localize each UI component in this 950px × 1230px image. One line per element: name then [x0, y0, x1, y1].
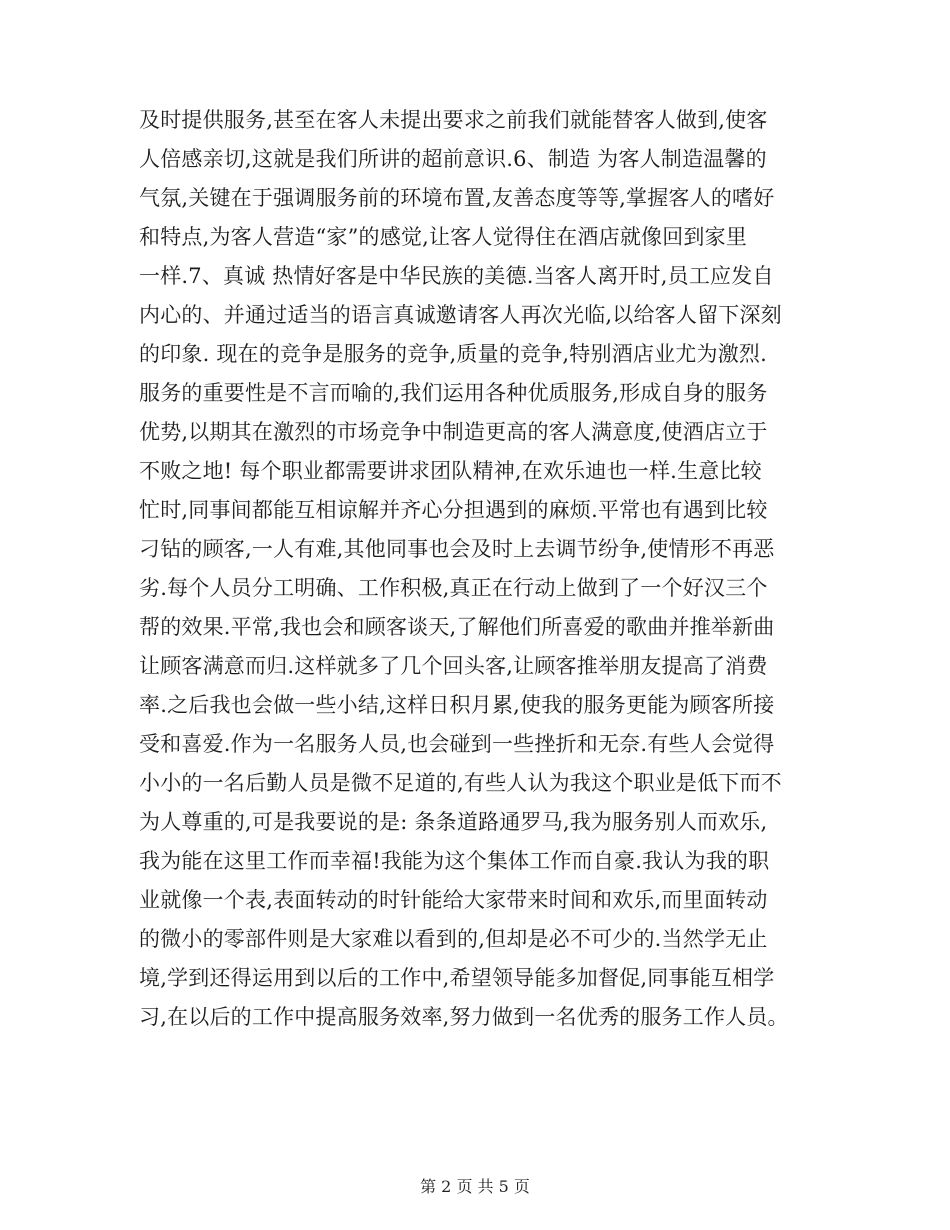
text-line: 刁钻的顾客,一人有难,其他同事也会及时上去调节纷争,使情形不再恶: [139, 537, 775, 561]
text-line: 内心的、并通过适当的语言真诚邀请客人再次光临,以给客人留下深刻: [139, 303, 782, 327]
text-line: 我为能在这里工作而幸福!我能为这个集体工作而自豪.我认为我的职: [139, 849, 770, 873]
page-number-footer: 第 2 页 共 5 页: [420, 1177, 530, 1196]
text-line: 服务的重要性是不言而喻的,我们运用各种优质服务,形成自身的服务: [139, 381, 768, 405]
text-line: 及时提供服务,甚至在客人未提出要求之前我们就能替客人做到,使客: [139, 108, 768, 132]
text-line: 的微小的零部件则是大家难以看到的,但却是必不可少的.当然学无止: [139, 927, 768, 951]
text-line: 帮的效果.平常,我也会和顾客谈天,了解他们所喜爱的歌曲并推举新曲: [139, 615, 775, 639]
body-text: [139, 101, 819, 1037]
text-line: 让顾客满意而归.这样就多了几个回头客,让顾客推举朋友提高了消费: [139, 654, 768, 678]
text-line: 率.之后我也会做一些小结,这样日积月累,使我的服务更能为顾客所接: [139, 693, 775, 717]
text-line: 劣.每个人员分工明确、工作积极,真正在行动上做到了一个好汉三个: [139, 576, 768, 600]
text-line: 优势,以期其在激烈的市场竞争中制造更高的客人满意度,使酒店立于: [139, 420, 768, 444]
text-line: 气氛,关键在于强调服务前的环境布置,友善态度等等,掌握客人的嗜好: [139, 186, 775, 210]
text-line: 人倍感亲切,这就是我们所讲的超前意识.6、制造 为客人制造温馨的: [139, 147, 767, 171]
text-line: 不败之地! 每个职业都需要讲求团队精神,在欢乐迪也一样.生意比较: [139, 459, 762, 483]
text-line: 的印象. 现在的竞争是服务的竞争,质量的竞争,特别酒店业尤为激烈.: [139, 342, 767, 366]
text-line: 忙时,同事间都能互相谅解并齐心分担遇到的麻烦.平常也有遇到比较: [139, 498, 768, 522]
text-line: 境,学到还得运用到以后的工作中,希望领导能多加督促,同事能互相学: [139, 966, 775, 990]
text-line: 业就像一个表,表面转动的时针能给大家带来时间和欢乐,而里面转动: [139, 888, 768, 912]
text-line: 和特点,为客人营造“家”的感觉,让客人觉得住在酒店就像回到家里: [139, 225, 748, 249]
text-line: 习,在以后的工作中提高服务效率,努力做到一名优秀的服务工作人员。: [139, 1005, 789, 1029]
text-line: 受和喜爱.作为一名服务人员,也会碰到一些挫折和无奈.有些人会觉得: [139, 732, 775, 756]
text-line: 为人尊重的,可是我要说的是: 条条道路通罗马,我为服务别人而欢乐,: [139, 810, 768, 834]
text-line: 一样.7、真诚 热情好客是中华民族的美德.当客人离开时,员工应发自: [139, 264, 774, 288]
text-line: 小小的一名后勤人员是微不足道的,有些人认为我这个职业是低下而不: [139, 771, 782, 795]
